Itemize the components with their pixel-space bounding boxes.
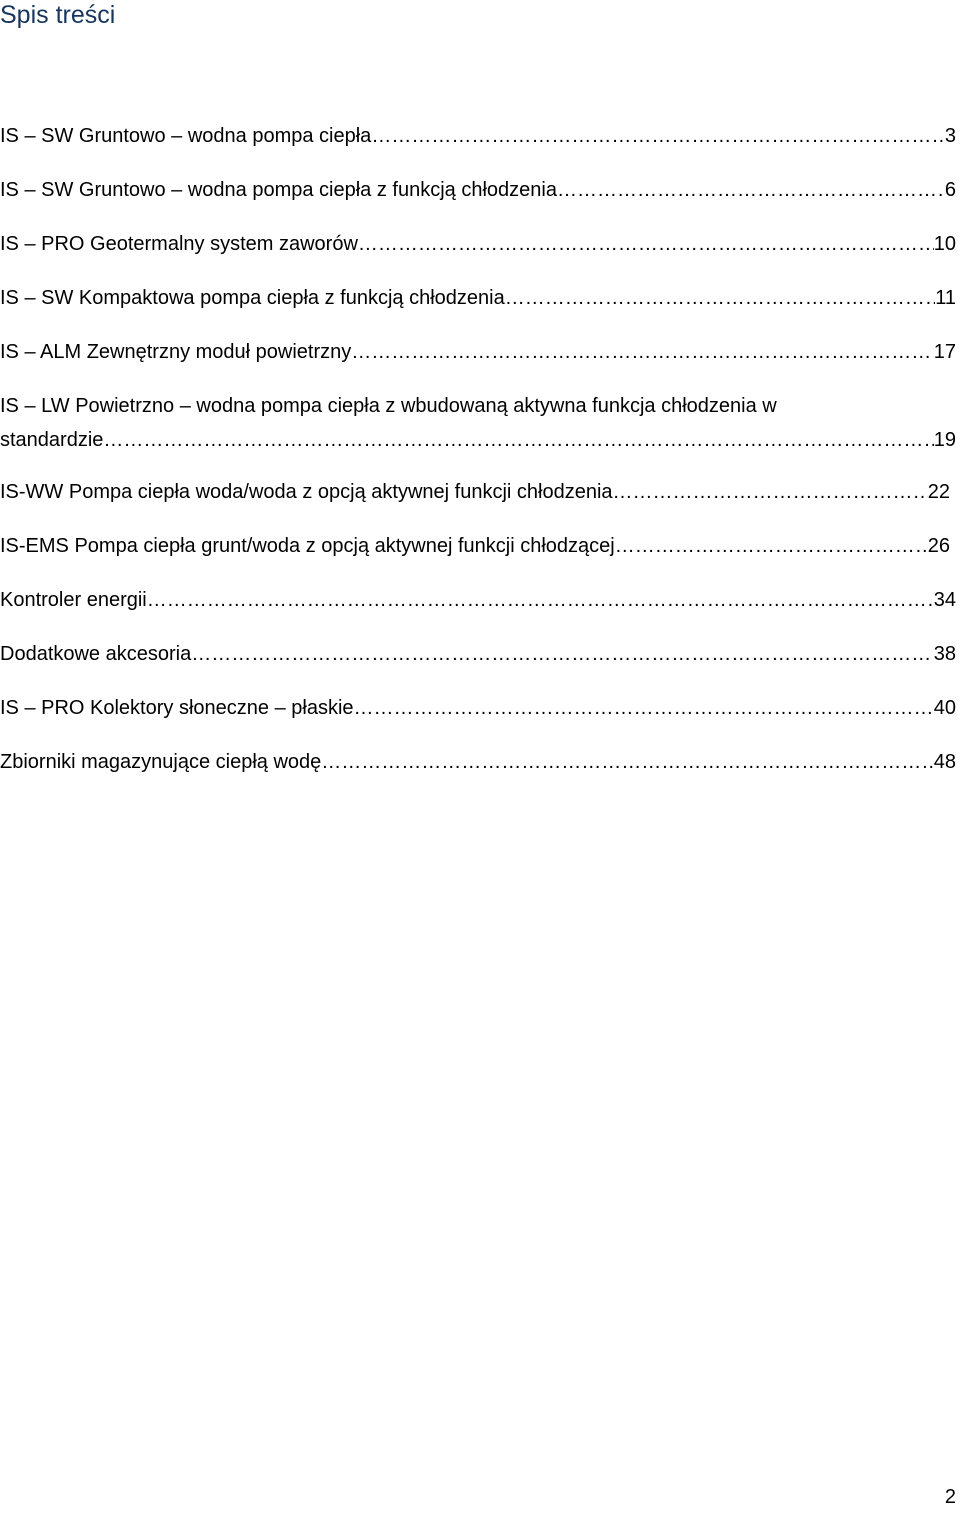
toc-entry-page: 10 [933,233,956,255]
toc-entry[interactable] [0,394,956,452]
toc-leader-dots [321,750,933,774]
toc-entry[interactable] [0,750,956,774]
toc-entry[interactable] [0,480,950,504]
toc-entry-page: 22 [927,481,950,503]
toc-entry-label: IS – PRO Kolektory słoneczne – płaskie [0,697,354,719]
toc-entry-label: IS – ALM Zewnętrzny moduł powietrzny [0,341,352,363]
toc-entry[interactable] [0,534,950,558]
toc-entry-label: IS-WW Pompa ciepła woda/woda z opcją aktywnej funkcji chłodzenia [0,481,613,503]
toc-entry[interactable] [0,178,956,202]
toc-entry-page: 26 [927,535,950,557]
toc-entry-label: Kontroler energii [0,589,147,611]
toc-entry-label: IS – PRO Geotermalny system zaworów [0,233,358,255]
toc-leader-dots [371,124,945,148]
toc-entry-page: 38 [933,643,956,665]
toc-entry-label: IS – LW Powietrzno – wodna pompa ciepła z wbudowaną aktywna funkcja chłodzenia w [0,395,777,417]
toc-entry-label-continued: standardzie [0,429,104,451]
toc-entry-page: 34 [933,589,956,611]
page-title: Spis treści [0,1,116,29]
toc-entry-label: Zbiorniki magazynujące ciepłą wodę [0,751,322,773]
toc-entry-label: IS – SW Gruntowo – wodna pompa ciepła [0,125,372,147]
toc-entry-page: 6 [944,179,956,201]
toc-leader-dots [557,178,945,202]
toc-entry[interactable] [0,696,956,720]
toc-entry-label: Dodatkowe akcesoria [0,643,192,665]
toc-leader-dots [505,286,936,310]
page-number: 2 [944,1486,956,1508]
toc-entry-page: 3 [944,125,956,147]
toc-entry[interactable] [0,340,956,364]
toc-leader-dots [103,428,933,452]
toc-leader-dots [615,534,928,558]
toc-entry[interactable] [0,588,956,612]
toc-entry[interactable] [0,232,956,256]
toc-entry-label: IS – SW Kompaktowa pompa ciepła z funkcją chłodzenia [0,287,505,309]
toc-entry[interactable] [0,642,956,666]
toc-entry-label: IS-EMS Pompa ciepła grunt/woda z opcją aktywnej funkcji chłodzącej [0,535,615,557]
toc-entry[interactable] [0,124,956,148]
toc-leader-dots [351,340,933,364]
toc-entry-page: 17 [933,341,956,363]
toc-entry-page: 19 [933,429,956,451]
toc-leader-dots [147,588,934,612]
toc-entry-label: IS – SW Gruntowo – wodna pompa ciepła z funkcją chłodzenia [0,179,557,201]
toc-leader-dots [354,696,934,720]
toc-entry-page: 11 [935,287,956,309]
toc-entry-page: 40 [933,697,956,719]
toc-leader-dots [613,480,928,504]
toc-leader-dots [358,232,934,256]
toc-entry-page: 48 [933,751,956,773]
toc-entry[interactable] [0,286,956,310]
toc-leader-dots [191,642,934,666]
